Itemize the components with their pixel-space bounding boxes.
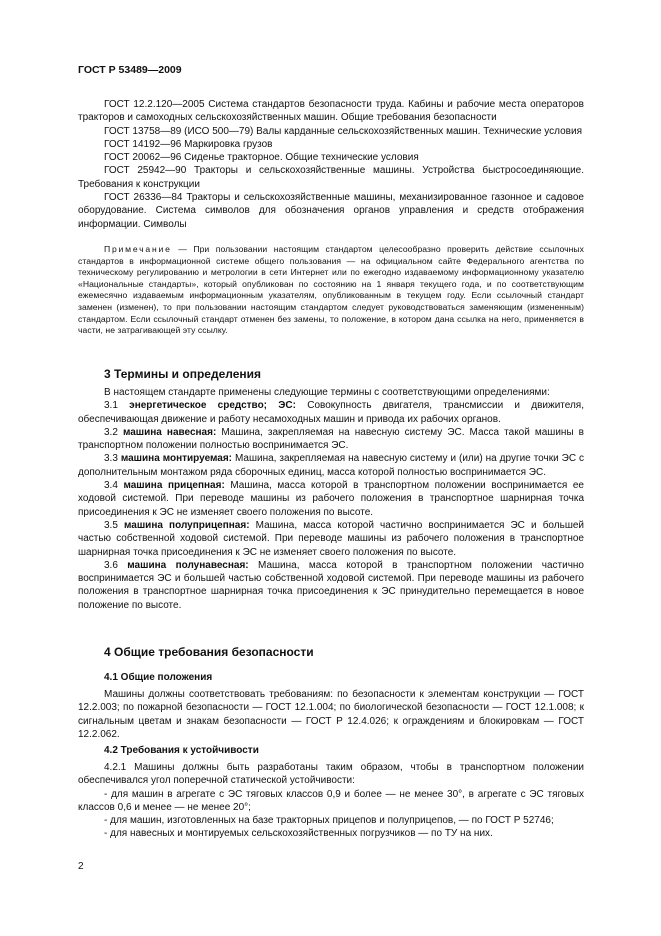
note: [78, 244, 584, 337]
term-definition: 3.3 машина монтируемая: Машина, закрепляемая на навесную систему и (или) на другие точки ЭС с дополнительным монтажом ряда сборочных единиц, масса которой полностью воспринимается ЭС.: [78, 453, 584, 478]
section-3-title: 3 Термины и определения: [104, 367, 262, 381]
reference-item: ГОСТ 14192—96 Маркировка грузов: [104, 138, 273, 150]
reference-item: ГОСТ 26336—84 Тракторы и сельскохозяйственные машины, механизированное газонное и садовое оборудование. Система символов для обозначения органов управления и средств отображения информации. Символы: [78, 192, 584, 230]
term-name: машина полуприцепная:: [124, 519, 250, 531]
term-name: машина полунавесная:: [127, 559, 249, 571]
term-name: машина прицепная:: [123, 480, 225, 492]
term-definition: 3.6 машина полунавесная: Машина, масса которой в транспортном положении частично воспринимается ЭС и большей частью собственной ходовой системой. При переводе машины из рабочего положения в транспортное шарнирная точка присоединения к ЭС принудительно перемещается в новое положение по высоте.: [78, 559, 584, 611]
term-name: энергетическое средство; ЭС:: [129, 400, 296, 412]
running-header: ГОСТ Р 53489—2009: [78, 64, 182, 76]
note-lead: Примечание: [104, 244, 172, 254]
subsection-4-1-body: [78, 688, 584, 741]
note-text: — При пользовании настоящим стандартом целесообразно проверить действие ссылочных стандартов в информационной системе общего пользования — на официальном сайте Федерального агентства по техническому регулированию и метрологии в сети Интернет или по ежегодно издаваемому информационному указателю «Национальные стандарты», который опубликован по состоянию на 1 января текущего года, и по соответствующим ежемесячно издаваемым информационным указателям, опубликованным в текущем году. Если ссылочный стандарт заменен (изменен), то при пользовании настоящим стандартом следует руководствоваться заменяющим (измененным) стандартом. Если ссылочный стандарт отменен без замены, то положение, в котором дана ссылка на него, применяется в части, не затрагивающей эту ссылку.: [78, 244, 584, 336]
term-definition: 3.5 машина полуприцепная: Машина, масса которой частично воспринимается ЭС и большей частью собственной ходовой системой. При переводе машины из рабочего положения в транспортное шарнирная точка присоединения к ЭС не изменяет своего положения по высоте.: [78, 519, 584, 558]
term-definition: 3.2 машина навесная: Машина, закрепляемая на навесную систему ЭС. Масса такой машины в транспортном положении полностью воспринимается ЭС.: [78, 426, 584, 452]
subsection-4-2-title: 4.2 Требования к устойчивости: [104, 745, 259, 756]
list-item: - для навесных и монтируемых сельскохозяйственных погрузчиков — по ТУ на них.: [104, 828, 493, 840]
term-name: машина монтируемая:: [120, 453, 233, 465]
paragraph: 4.2.1 Машины должны быть разработаны таким образом, чтобы в транспортном положении обеспечивался угол поперечной статической устойчивости:: [78, 762, 584, 787]
section-4-title: 4 Общие требования безопасности: [104, 645, 314, 659]
subsection-4-1-title: 4.1 Общие положения: [104, 672, 213, 683]
subsection-4-2-body: [78, 761, 584, 841]
page-number: 2: [78, 861, 84, 872]
reference-item: ГОСТ 20062—96 Сиденье тракторное. Общие технические условия: [104, 152, 419, 164]
term-definition: 3.4 машина прицепная: Машина, масса которой в транспортном положении воспринимается ее ходовой системой. При переводе машины из рабочего положения в транспортное шарнирная точка присоединения к ЭС не изменяет своего положения по высоте.: [78, 480, 584, 518]
term-name: машина навесная:: [122, 426, 217, 438]
reference-item: ГОСТ 25942—90 Тракторы и сельскохозяйственные машины. Устройства быстросоединяющие. Требования к конструкции: [78, 165, 584, 190]
section-3-body: [78, 386, 584, 612]
list-item: - для машин в агрегате с ЭС тяговых классов 0,9 и более — не менее 30°, в агрегате с ЭС тяговых классов 0,6 и менее — не менее 20°;: [78, 788, 584, 813]
normative-references: [78, 98, 584, 231]
term-definition: 3.1 энергетическое средство; ЭС: Совокупность двигателя, трансмиссии и движителя, обеспечивающая движение и работу несамоходных машин и привода их рабочих органов.: [78, 400, 585, 425]
section-3-intro: В настоящем стандарте применены следующие термины с соответствующими определениями:: [104, 387, 550, 398]
list-item: - для машин, изготовленных на базе тракторных прицепов и полуприцепов, — по ГОСТ Р 52746;: [104, 815, 554, 827]
reference-item: ГОСТ 12.2.120—2005 Система стандартов безопасности труда. Кабины и рабочие места операторов тракторов и самоходных сельскохозяйственных машин. Общие требования безопасности: [78, 99, 584, 124]
reference-item: ГОСТ 13758—89 (ИСО 500—79) Валы карданные сельскохозяйственных машин. Технические условия: [104, 125, 582, 137]
paragraph: Машины должны соответствовать требованиям: по безопасности к элементам конструкции — ГОСТ 12.2.003; по пожарной безопасности — ГОСТ 12.1.004; по биологической безопасности — ГОСТ 12.1.008; к сигнальным цветам и знакам безопасности — ГОСТ Р 12.4.026; к ограждениям и блокировкам — ГОСТ 12.2.062.: [78, 689, 584, 740]
